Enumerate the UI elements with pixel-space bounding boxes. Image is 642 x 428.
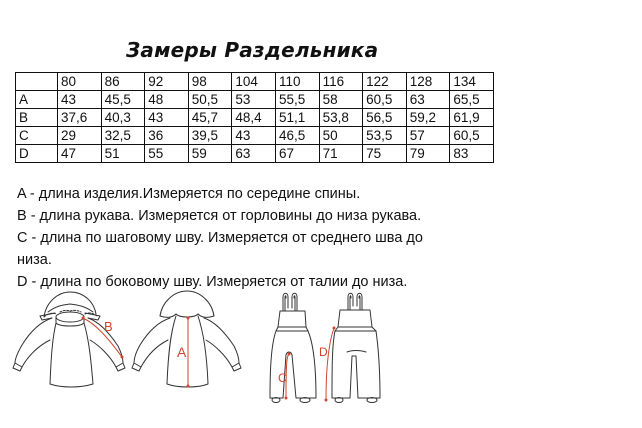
size-table [15, 72, 494, 163]
table-cell: D [16, 145, 58, 163]
table-cell: 79 [406, 145, 450, 163]
table-cell: 86 [101, 73, 145, 91]
table-cell: 110 [275, 73, 319, 91]
note-a: A - длина изделия.Измеряется по середине спины. [17, 186, 361, 202]
table-cell: 59,2 [406, 109, 450, 127]
table-cell: 53,8 [319, 109, 363, 127]
label-a: A [177, 344, 187, 360]
table-cell: 51,1 [275, 109, 319, 127]
table-cell: A [16, 91, 58, 109]
table-cell: 59 [188, 145, 232, 163]
table-cell: 63 [232, 145, 276, 163]
table-cell: 46,5 [275, 127, 319, 145]
measurement-notes [17, 183, 423, 293]
table-cell: 55,5 [275, 91, 319, 109]
table-cell: 47 [58, 145, 102, 163]
note-b: B - длина рукава. Измеряется от горловины до низа рукава. [17, 208, 422, 224]
table-cell: 39,5 [188, 127, 232, 145]
garment-diagrams [0, 280, 642, 428]
label-c: C [278, 371, 287, 385]
table-cell: 45,7 [188, 109, 232, 127]
table-row [16, 91, 494, 109]
table-cell: 60,5 [363, 91, 407, 109]
table-cell: 60,5 [450, 127, 494, 145]
table-cell: 43 [145, 109, 189, 127]
table-cell: 55 [145, 145, 189, 163]
table-cell: 98 [188, 73, 232, 91]
measure-b-arrow [82, 317, 123, 358]
table-cell: 48 [145, 91, 189, 109]
page-title: Замеры Раздельника [126, 38, 379, 62]
table-cell: 36 [145, 127, 189, 145]
table-header-row [16, 73, 494, 91]
table-cell: 53 [232, 91, 276, 109]
table-cell: B [16, 109, 58, 127]
note-d: D - длина по боковому шву. Измеряется от талии до низа. [17, 274, 408, 290]
table-row [16, 109, 494, 127]
table-cell: 37,6 [58, 109, 102, 127]
table-cell: 65,5 [450, 91, 494, 109]
table-cell: 128 [406, 73, 450, 91]
table-cell: 122 [363, 73, 407, 91]
table-cell: 51 [101, 145, 145, 163]
table-cell: 32,5 [101, 127, 145, 145]
note-c: C - длина по шаговому шву. Измеряется от среднего шва до [17, 230, 423, 246]
table-cell: 56,5 [363, 109, 407, 127]
table-cell: 134 [450, 73, 494, 91]
table-cell: 43 [232, 127, 276, 145]
table-cell: 43 [58, 91, 102, 109]
table-cell: 67 [275, 145, 319, 163]
table-cell: 63 [406, 91, 450, 109]
table-cell: 48,4 [232, 109, 276, 127]
table-cell: 50,5 [188, 91, 232, 109]
table-cell [16, 73, 58, 91]
table-cell: 92 [145, 73, 189, 91]
pants-back-icon [332, 293, 380, 402]
table-cell: 104 [232, 73, 276, 91]
table-cell: 53,5 [363, 127, 407, 145]
table-cell: 61,9 [450, 109, 494, 127]
label-d: D [319, 345, 328, 359]
note-c-continued: низа. [17, 252, 52, 268]
table-cell: 75 [363, 145, 407, 163]
table-cell: 57 [406, 127, 450, 145]
table-cell: 29 [58, 127, 102, 145]
pants-front-icon [270, 293, 316, 402]
table-cell: 80 [58, 73, 102, 91]
table-cell: 58 [319, 91, 363, 109]
table-cell: 71 [319, 145, 363, 163]
table-cell: 45,5 [101, 91, 145, 109]
table-cell: 116 [319, 73, 363, 91]
table-row [16, 145, 494, 163]
table-cell: C [16, 127, 58, 145]
measure-a-arrow [187, 317, 189, 387]
table-cell: 83 [450, 145, 494, 163]
table-cell: 40,3 [101, 109, 145, 127]
jacket-back-icon [132, 291, 241, 387]
table-row [16, 127, 494, 145]
table-cell: 50 [319, 127, 363, 145]
label-b: B [104, 319, 113, 334]
